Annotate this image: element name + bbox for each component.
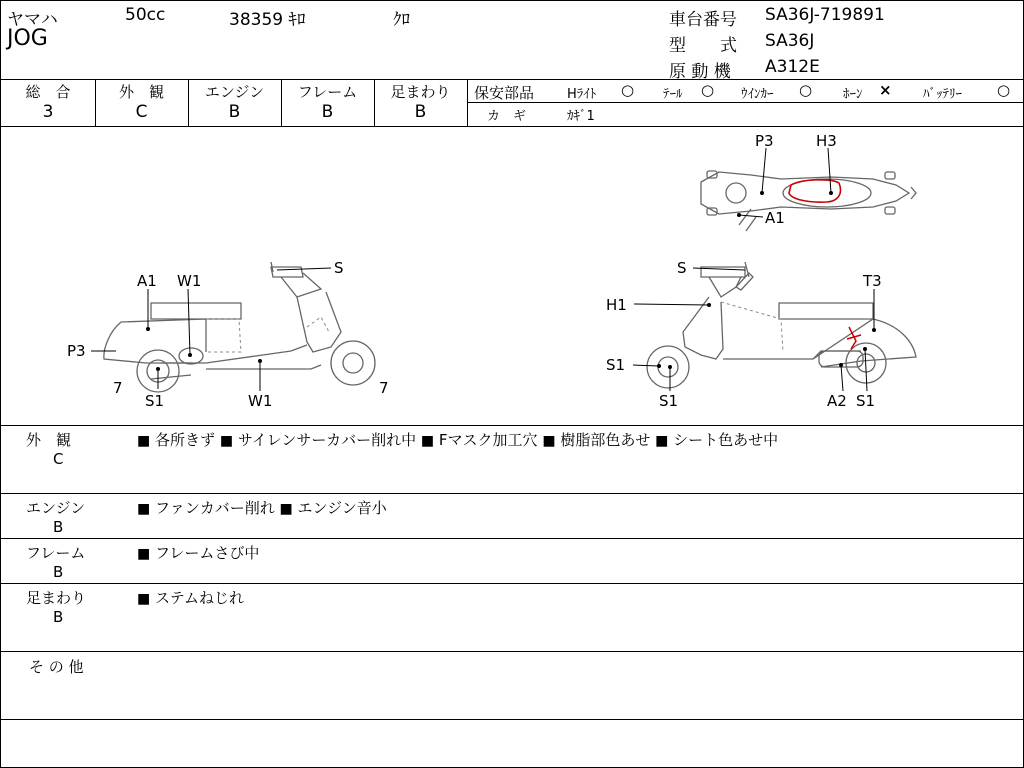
horn-label: ﾎｰﾝ <box>843 87 863 102</box>
label-left-s: S <box>334 259 344 277</box>
scooter-diagram <box>1 127 1023 425</box>
suspension-grade: B <box>414 102 427 122</box>
model-name: JOG <box>7 26 48 51</box>
battery-status-icon: ○ <box>997 81 1011 99</box>
divider <box>1 425 1023 426</box>
bullet-icon: ■ <box>137 501 151 517</box>
divider <box>1 583 1023 584</box>
label-right-s1b: S1 <box>659 392 679 410</box>
note-item: ファンカバー削れ <box>155 499 275 517</box>
divider <box>1 493 1023 494</box>
overall-label: 総 合 <box>25 83 71 101</box>
bullet-icon: ■ <box>137 433 151 449</box>
engine-notes <box>137 497 387 518</box>
type-label: 型 式 <box>669 36 737 56</box>
note-item: シート色あせ中 <box>673 431 779 449</box>
note-item: 各所きず <box>155 431 216 449</box>
mileage: 38359 ｷﾛ <box>229 10 306 30</box>
point-marker <box>146 327 150 331</box>
key-label: カ ギ <box>487 109 527 124</box>
suspension-section-label: 足まわり <box>26 589 87 607</box>
damage-mark-h3 <box>789 180 841 202</box>
divider <box>1 538 1023 539</box>
bullet-icon: ■ <box>219 433 234 449</box>
frame-notes <box>137 542 259 563</box>
suspension-section-grade: B <box>53 608 64 626</box>
label-left-p3: P3 <box>67 342 86 360</box>
point-marker <box>872 328 876 332</box>
engine-section-grade: B <box>53 518 64 536</box>
point-marker <box>156 367 160 371</box>
battery-label: ﾊﾞｯﾃﾘｰ <box>923 87 962 102</box>
note-item: Fマスク加工穴 <box>438 431 538 449</box>
label-left-7b: 7 <box>379 379 389 397</box>
suspension-grade-label: 足まわり <box>390 83 451 101</box>
point-marker <box>668 365 672 369</box>
note-item: サイレンサーカバー削れ中 <box>237 431 417 449</box>
label-left-w1: W1 <box>177 272 202 290</box>
point-marker <box>258 359 262 363</box>
label-left-w1b: W1 <box>248 392 273 410</box>
key-value: ｶｷﾞ1 <box>567 109 595 124</box>
divider <box>1 79 1023 80</box>
suspension-notes <box>137 587 244 608</box>
right-internal-lines <box>721 302 783 352</box>
label-right-h1: H1 <box>606 296 627 314</box>
bullet-icon: ■ <box>137 546 151 562</box>
note-item: フレームさび中 <box>155 544 260 562</box>
point-marker <box>737 213 741 217</box>
left-callout-lines <box>91 268 331 391</box>
headlight-label: Hﾗｲﾄ <box>567 87 597 102</box>
divider <box>1 651 1023 652</box>
frame-section-grade: B <box>53 563 64 581</box>
type-value: SA36J <box>765 31 815 51</box>
point-marker <box>829 191 833 195</box>
headlight-status-icon: ○ <box>621 81 635 99</box>
displacement: 50cc <box>125 5 166 25</box>
scooter-top-view <box>701 171 916 290</box>
frame-section-label: フレーム <box>26 544 86 562</box>
exterior-label: 外 観 <box>118 83 164 101</box>
winker-status-icon: ○ <box>799 81 813 99</box>
frame-no-label: 車台番号 <box>669 10 737 30</box>
label-right-t3: T3 <box>863 272 882 290</box>
winker-label: ｳｲﾝｶｰ <box>741 87 774 102</box>
label-left-s1: S1 <box>145 392 165 410</box>
note-item: 樹脂部色あせ <box>560 431 651 449</box>
frame-grade: B <box>321 102 334 122</box>
tail-label: ﾃｰﾙ <box>663 87 683 102</box>
engine-grade: B <box>228 102 241 122</box>
bullet-icon: ■ <box>137 591 151 607</box>
right-callout-lines <box>633 268 874 391</box>
tail-status-icon: ○ <box>701 81 715 99</box>
damage-mark-t3 <box>847 327 861 349</box>
divider <box>467 102 1023 103</box>
label-left-a1: A1 <box>137 272 157 290</box>
bullet-icon: ■ <box>655 433 669 449</box>
point-marker <box>707 303 711 307</box>
exterior-section-grade: C <box>53 450 64 468</box>
safety-parts-label: 保安部品 <box>474 84 535 102</box>
note-item: エンジン音小 <box>297 499 387 517</box>
label-right-s: S <box>677 259 687 277</box>
exterior-grade: C <box>135 102 148 122</box>
exterior-section-label: 外 観 <box>26 431 72 449</box>
horn-status-icon: × <box>879 81 892 99</box>
point-marker <box>188 353 192 357</box>
bullet-icon: ■ <box>542 433 556 449</box>
label-right-s1c: S1 <box>856 392 876 410</box>
point-marker <box>657 364 661 368</box>
exterior-notes <box>137 429 778 450</box>
divider <box>1 719 1023 720</box>
bullet-icon: ■ <box>420 433 435 449</box>
point-marker <box>863 347 867 351</box>
engine-model-label: 原 動 機 <box>669 62 731 82</box>
frame-grade-label: フレーム <box>297 83 358 101</box>
note-item: ステムねじれ <box>155 589 244 607</box>
point-marker <box>760 191 764 195</box>
bullet-icon: ■ <box>279 501 293 517</box>
body-color: ｸﾛ <box>393 10 410 30</box>
engine-grade-label: エンジン <box>204 83 265 101</box>
point-marker <box>839 363 843 367</box>
engine-model: A312E <box>765 57 820 77</box>
label-right-a2: A2 <box>827 392 847 410</box>
overall-grade: 3 <box>42 102 54 122</box>
other-section-label: そ の 他 <box>29 658 84 676</box>
label-top-a1: A1 <box>765 209 785 227</box>
label-top-p3: P3 <box>755 132 774 150</box>
engine-section-label: エンジン <box>26 499 86 517</box>
frame-no: SA36J-719891 <box>765 5 885 25</box>
label-top-h3: H3 <box>816 132 837 150</box>
maker: ヤマハ <box>7 10 58 30</box>
label-left-7a: 7 <box>113 379 123 397</box>
label-right-s1a: S1 <box>606 356 626 374</box>
